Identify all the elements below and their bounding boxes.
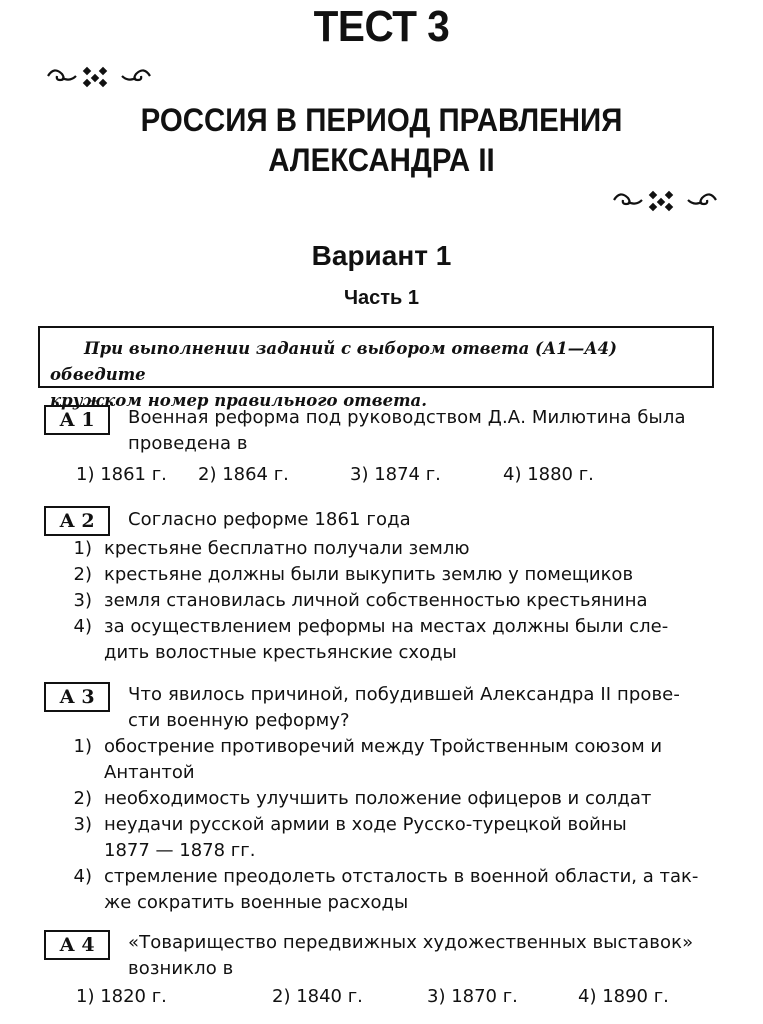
question-a3-option-1-text-line-1[interactable]: обострение противоречий между Тройственным союзом и bbox=[104, 736, 663, 757]
question-a3-option-3-text-line-1[interactable]: неудачи русской армии в ходе Русско-турецкой войны bbox=[104, 814, 627, 835]
question-label-a1: А 1 bbox=[44, 405, 110, 435]
question-label-a4: А 4 bbox=[44, 930, 110, 960]
question-a3-option-1-number[interactable]: 1) bbox=[73, 736, 92, 757]
question-a2-option-4-text-line-1[interactable]: за осуществлением реформы на местах должны были сле- bbox=[104, 616, 669, 637]
question-a4-option-3[interactable]: 3) 1870 г. bbox=[427, 986, 518, 1007]
question-a4-option-2[interactable]: 2) 1840 г. bbox=[272, 986, 363, 1007]
question-a2-option-4-number[interactable]: 4) bbox=[73, 616, 92, 637]
question-a4-option-4[interactable]: 4) 1890 г. bbox=[578, 986, 669, 1007]
variant-heading: Вариант 1 bbox=[311, 240, 452, 271]
instruction-line-2: кружком номер правильного ответа. bbox=[50, 391, 427, 410]
question-a3-text-line-1: Что явилось причиной, побудившей Александра II прове- bbox=[128, 684, 680, 705]
subtitle-line-1: РОССИЯ В ПЕРИОД ПРАВЛЕНИЯ bbox=[140, 102, 623, 138]
question-a2-option-3-number[interactable]: 3) bbox=[73, 590, 92, 611]
question-a3-option-1-text-line-2[interactable]: Антантой bbox=[104, 762, 195, 783]
subtitle-line-2: АЛЕКСАНДРА II bbox=[268, 142, 495, 178]
question-label-a3: А 3 bbox=[44, 682, 110, 712]
question-a3-text-line-2: сти военную реформу? bbox=[128, 710, 350, 731]
question-a2-option-2-number[interactable]: 2) bbox=[73, 564, 92, 585]
question-a4-text-line-1: «Товарищество передвижных художественных выставок» bbox=[128, 932, 694, 953]
question-a1-text-line-2: проведена в bbox=[128, 433, 248, 454]
question-a2-text-line-1: Согласно реформе 1861 года bbox=[128, 509, 411, 530]
ornament-icon bbox=[44, 64, 154, 88]
test-title: ТЕСТ 3 bbox=[313, 2, 450, 51]
question-label-a2: А 2 bbox=[44, 506, 110, 536]
question-a2-option-4-text-line-2[interactable]: дить волостные крестьянские сходы bbox=[104, 642, 457, 663]
question-a1-option-2[interactable]: 2) 1864 г. bbox=[198, 464, 289, 485]
question-a3-option-2-text[interactable]: необходимость улучшить положение офицеров и солдат bbox=[104, 788, 652, 809]
question-a1-option-1[interactable]: 1) 1861 г. bbox=[76, 464, 167, 485]
question-a3-option-4-text-line-2[interactable]: же сократить военные расходы bbox=[104, 892, 409, 913]
question-a1-option-4[interactable]: 4) 1880 г. bbox=[503, 464, 594, 485]
question-a2-option-1-number[interactable]: 1) bbox=[73, 538, 92, 559]
question-a2-option-2-text[interactable]: крестьяне должны были выкупить землю у помещиков bbox=[104, 564, 634, 585]
instruction-line-1: При выполнении заданий с выбором ответа (А1—А4) обведите bbox=[50, 339, 617, 384]
question-a3-option-3-number[interactable]: 3) bbox=[73, 814, 92, 835]
question-a3-option-4-number[interactable]: 4) bbox=[73, 866, 92, 887]
ornament-icon bbox=[610, 188, 720, 212]
instruction-box bbox=[38, 326, 714, 410]
question-a3-option-3-text-line-2[interactable]: 1877 — 1878 гг. bbox=[104, 840, 256, 861]
question-a4-text-line-2: возникло в bbox=[128, 958, 234, 979]
question-a3-option-4-text-line-1[interactable]: стремление преодолеть отсталость в военной области, а так- bbox=[104, 866, 699, 887]
question-a1-option-3[interactable]: 3) 1874 г. bbox=[350, 464, 441, 485]
question-a2-option-3-text[interactable]: земля становилась личной собственностью крестьянина bbox=[104, 590, 648, 611]
question-a1-text-line-1: Военная реформа под руководством Д.А. Милютина была bbox=[128, 407, 686, 428]
part-heading: Часть 1 bbox=[343, 287, 420, 309]
question-a4-option-1[interactable]: 1) 1820 г. bbox=[76, 986, 167, 1007]
question-a3-option-2-number[interactable]: 2) bbox=[73, 788, 92, 809]
question-a2-option-1-text[interactable]: крестьяне бесплатно получали землю bbox=[104, 538, 470, 559]
